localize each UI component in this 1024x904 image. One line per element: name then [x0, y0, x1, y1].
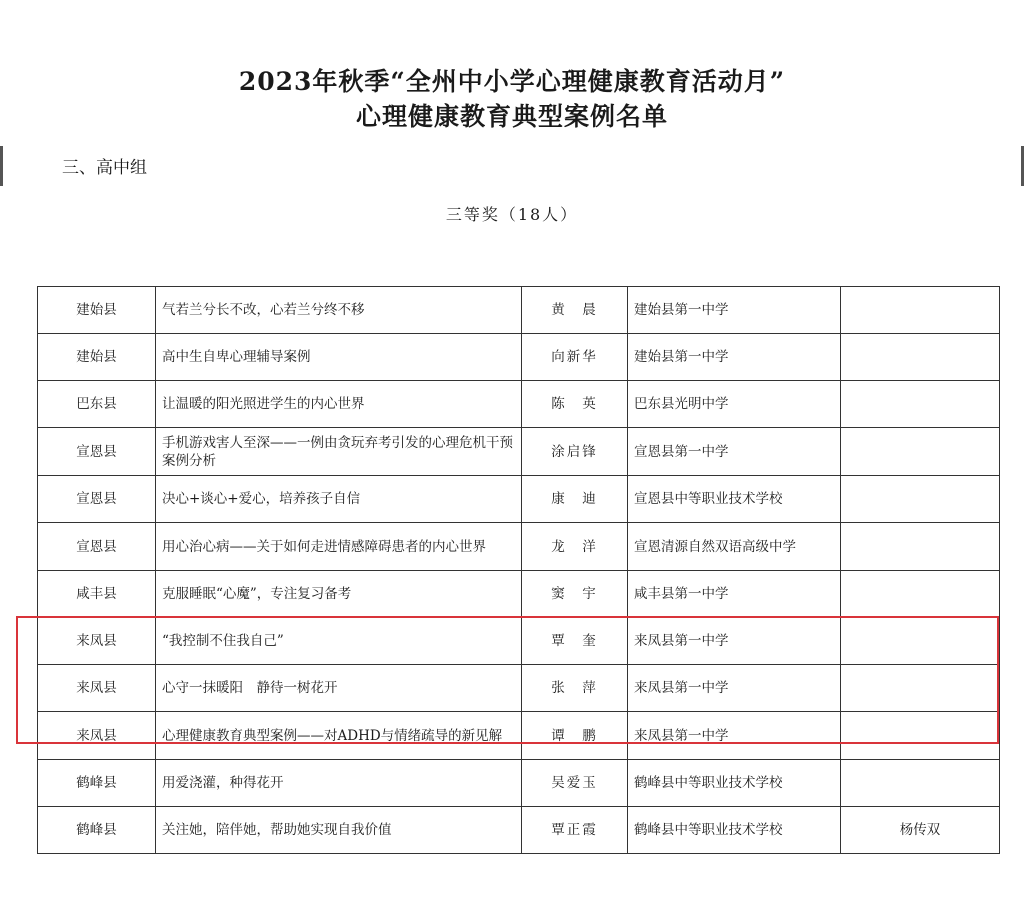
- extra-cell: [841, 334, 1000, 381]
- extra-cell: [841, 618, 1000, 665]
- case-title-cell: 高中生自卑心理辅导案例: [156, 334, 522, 381]
- author-name-cell: 覃 奎: [522, 618, 628, 665]
- author-name-cell: 吴爱玉: [522, 760, 628, 807]
- document-title-line2: 心理健康教育典型案例名单: [355, 102, 668, 131]
- table-row: [38, 807, 1000, 854]
- case-list-table: [37, 286, 1000, 854]
- school-cell: 来凤县第一中学: [628, 618, 841, 665]
- case-title-cell: 用心治心病——关于如何走进情感障碍患者的内心世界: [156, 523, 522, 571]
- extra-cell: [841, 665, 1000, 712]
- author-name-cell: 覃正霞: [522, 807, 628, 854]
- author-name-cell: 康 迪: [522, 476, 628, 523]
- author-name-cell: 陈 英: [522, 381, 628, 428]
- case-title-cell: 气若兰兮长不改，心若兰兮终不移: [156, 287, 522, 334]
- table-row: [38, 618, 1000, 665]
- school-cell: 巴东县光明中学: [628, 381, 841, 428]
- award-heading: 三等奖（18人）: [445, 205, 579, 224]
- school-cell: 宣恩县中等职业技术学校: [628, 476, 841, 523]
- school-cell: 来凤县第一中学: [628, 665, 841, 712]
- extra-cell: [841, 287, 1000, 334]
- table-row: [38, 334, 1000, 381]
- author-name-cell: 谭 鹏: [522, 712, 628, 760]
- section-heading: 三、高中组: [62, 158, 147, 178]
- table-row: [38, 571, 1000, 618]
- author-name-cell: 向新华: [522, 334, 628, 381]
- school-cell: 建始县第一中学: [628, 334, 841, 381]
- county-cell: 巴东县: [38, 381, 156, 428]
- school-cell: 宣恩清源自然双语高级中学: [628, 523, 841, 571]
- case-title-cell: 手机游戏害人至深——一例由贪玩弃考引发的心理危机干预案例分析: [156, 428, 522, 476]
- table-row: [38, 712, 1000, 760]
- table-row: [38, 476, 1000, 523]
- table-row: [38, 665, 1000, 712]
- extra-cell: [841, 571, 1000, 618]
- case-title-cell: 决心+谈心+爱心，培养孩子自信: [156, 476, 522, 523]
- case-title-cell: “我控制不住我自己”: [156, 618, 522, 665]
- table-row: [38, 760, 1000, 807]
- school-cell: 建始县第一中学: [628, 287, 841, 334]
- case-title-cell: 心守一抹暖阳 静待一树花开: [156, 665, 522, 712]
- school-cell: 来凤县第一中学: [628, 712, 841, 760]
- case-title-cell: 用爱浇灌，种得花开: [156, 760, 522, 807]
- author-name-cell: 窦 宇: [522, 571, 628, 618]
- document-title-line1: 2023年秋季“全州中小学心理健康教育活动月”: [238, 67, 786, 96]
- case-title-cell: 克服睡眠“心魔”，专注复习备考: [156, 571, 522, 618]
- county-cell: 宣恩县: [38, 428, 156, 476]
- table-row: [38, 287, 1000, 334]
- case-title-cell: 心理健康教育典型案例——对ADHD与情绪疏导的新见解: [156, 712, 522, 760]
- school-cell: 宣恩县第一中学: [628, 428, 841, 476]
- county-cell: 咸丰县: [38, 571, 156, 618]
- table-row: [38, 381, 1000, 428]
- county-cell: 建始县: [38, 287, 156, 334]
- county-cell: 来凤县: [38, 665, 156, 712]
- extra-cell: [841, 381, 1000, 428]
- author-name-cell: 黄 晨: [522, 287, 628, 334]
- case-title-cell: 关注她，陪伴她，帮助她实现自我价值: [156, 807, 522, 854]
- author-name-cell: 涂启锋: [522, 428, 628, 476]
- county-cell: 宣恩县: [38, 523, 156, 571]
- author-name-cell: 张 萍: [522, 665, 628, 712]
- extra-cell: [841, 523, 1000, 571]
- school-cell: 鹤峰县中等职业技术学校: [628, 760, 841, 807]
- author-name-cell: 龙 洋: [522, 523, 628, 571]
- table-row: [38, 428, 1000, 476]
- county-cell: 来凤县: [38, 618, 156, 665]
- case-title-cell: 让温暖的阳光照进学生的内心世界: [156, 381, 522, 428]
- county-cell: 鹤峰县: [38, 760, 156, 807]
- county-cell: 建始县: [38, 334, 156, 381]
- county-cell: 来凤县: [38, 712, 156, 760]
- extra-cell: [841, 760, 1000, 807]
- county-cell: 鹤峰县: [38, 807, 156, 854]
- extra-cell: 杨传双: [841, 807, 1000, 854]
- table-row: [38, 523, 1000, 571]
- extra-cell: [841, 428, 1000, 476]
- school-cell: 咸丰县第一中学: [628, 571, 841, 618]
- extra-cell: [841, 476, 1000, 523]
- scan-edge-mark-left: [0, 146, 3, 186]
- school-cell: 鹤峰县中等职业技术学校: [628, 807, 841, 854]
- county-cell: 宣恩县: [38, 476, 156, 523]
- extra-cell: [841, 712, 1000, 760]
